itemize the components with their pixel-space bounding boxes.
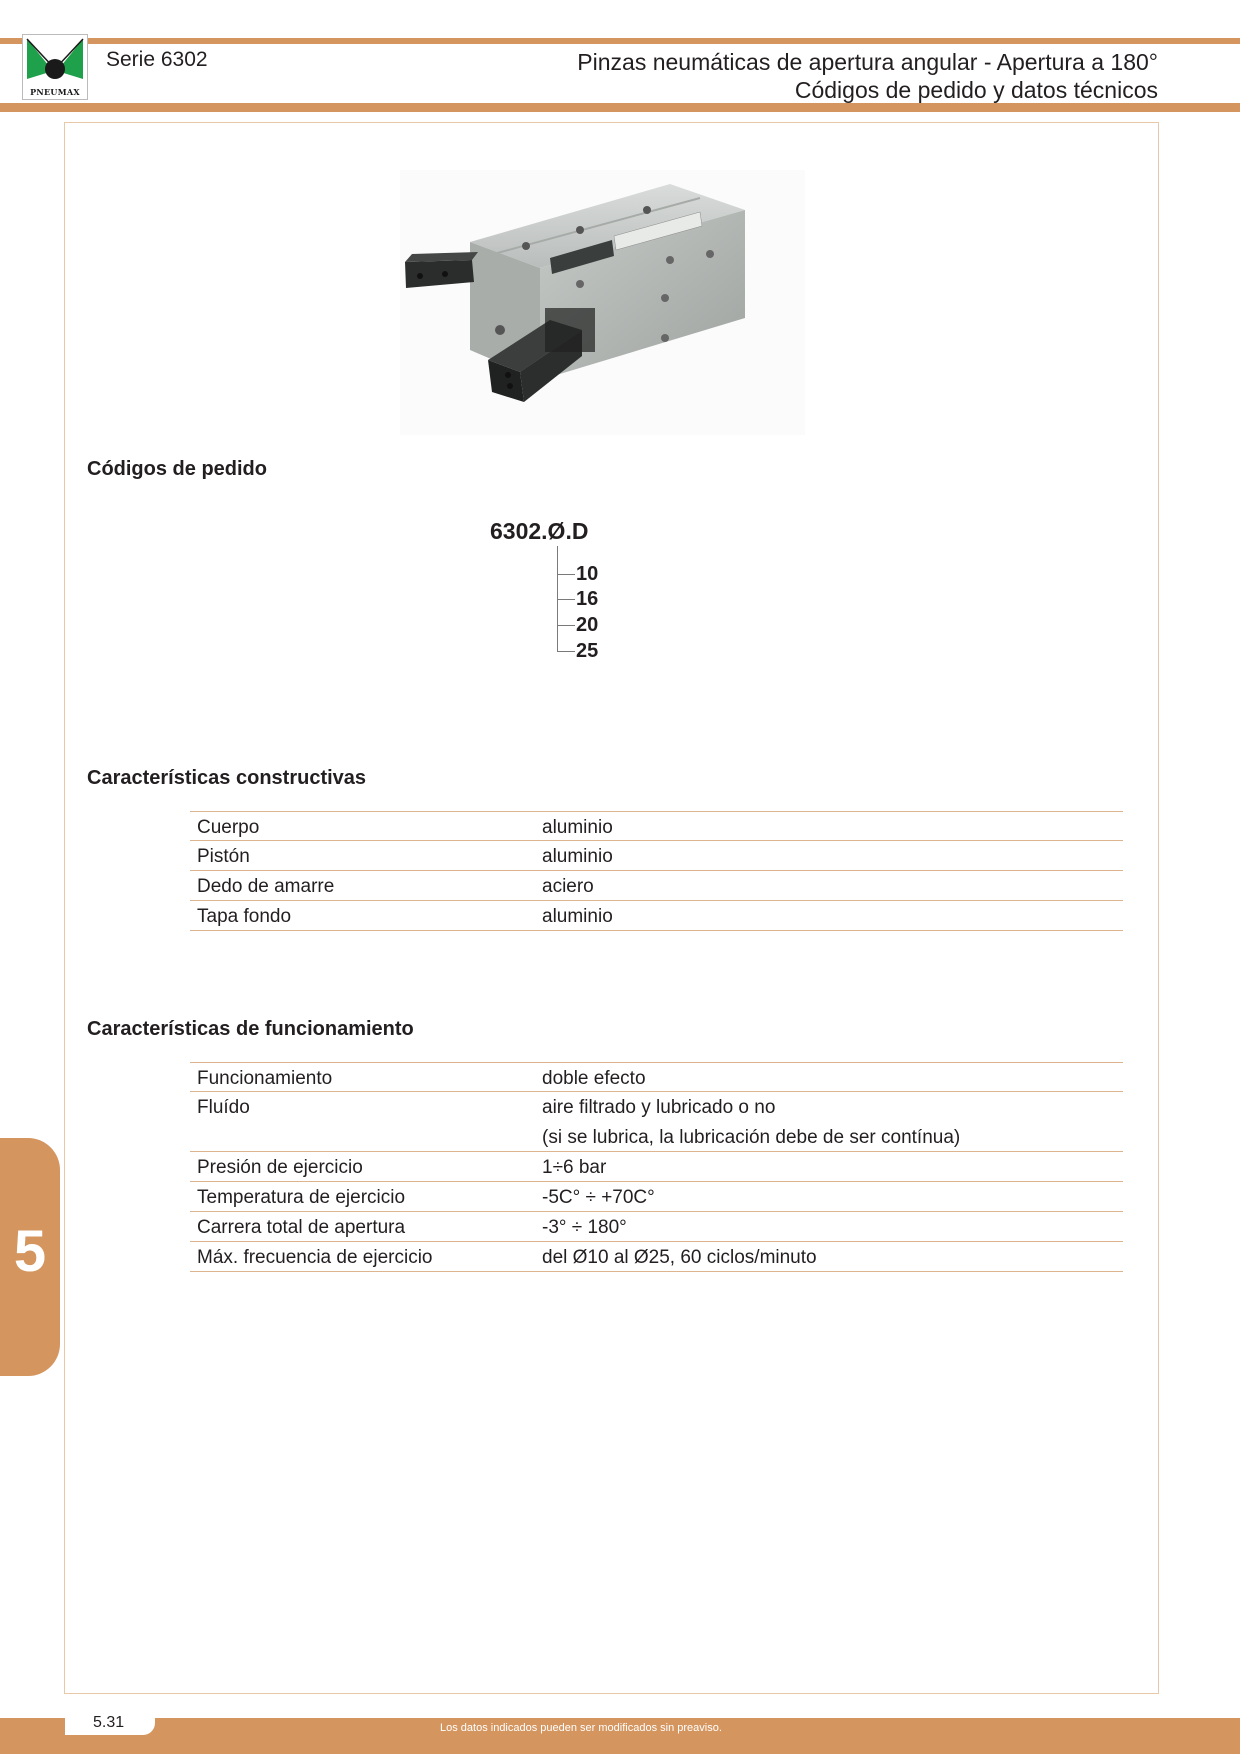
table-row [190,1152,1123,1182]
order-code: 6302.Ø.D [490,518,589,544]
spec-value: del Ø10 al Ø25, 60 ciclos/minuto [542,1247,817,1268]
page-title-line-1: Pinzas neumáticas de apertura angular - Apertura a 180° [577,49,1158,75]
table-row [190,871,1123,901]
code-option-tick [557,599,575,600]
spec-key: Cuerpo [197,817,260,838]
spec-value: -3° ÷ 180° [542,1217,627,1238]
page-title-line-2: Códigos de pedido y datos técnicos [794,77,1158,103]
table-row [190,1062,1123,1092]
spec-value: aluminio [542,906,613,927]
code-option-label: 10 [576,563,599,585]
table-row [190,901,1123,931]
page-number: 5.31 [93,1714,125,1731]
angular-gripper-image [400,170,805,435]
construction-table [190,811,1123,931]
logo-wordmark: PNEUMAX [30,87,80,97]
chapter-number: 5 [13,1219,47,1284]
code-option-label: 20 [576,614,599,636]
spec-value: doble efecto [542,1068,646,1089]
header-rule-bottom [0,103,1240,112]
table-row [190,1212,1123,1242]
spec-key: Máx. frecuencia de ejercicio [197,1247,433,1268]
operation-title: Características de funcionamiento [87,1018,414,1040]
header-rule-top [0,38,1240,44]
table-row [190,1242,1123,1272]
spec-key: Carrera total de apertura [197,1217,406,1238]
table-row [190,1182,1123,1212]
spec-value: -5C° ÷ +70C° [542,1187,655,1208]
pneumax-logo-icon [22,34,88,100]
construction-title: Características constructivas [87,767,367,789]
spec-value: aluminio [542,817,613,838]
footer-disclaimer: Los datos indicados pueden ser modificados sin preaviso. [440,1722,722,1734]
spec-value: aire filtrado y lubricado o no [542,1097,776,1118]
spec-key: Fluído [197,1097,250,1118]
ordering-codes-title: Códigos de pedido [87,458,267,480]
operation-table [190,1062,1123,1272]
chapter-tab [0,1138,60,1376]
spec-key: Tapa fondo [197,906,292,927]
spec-key: Funcionamiento [197,1068,333,1089]
code-option-tick [557,574,575,575]
table-row [190,811,1123,841]
spec-value-note: (si se lubrica, la lubricación debe de ser contínua) [542,1127,961,1148]
spec-value: aluminio [542,846,613,867]
table-row [190,841,1123,871]
code-option-tick [557,625,575,626]
spec-value: 1÷6 bar [542,1157,607,1178]
series-label: Serie 6302 [106,48,208,71]
code-option-tick [557,651,575,652]
spec-key: Presión de ejercicio [197,1157,363,1178]
table-row [190,1092,1123,1152]
spec-value: aciero [542,876,594,897]
spec-key: Temperatura de ejercicio [197,1187,406,1208]
page-title [577,48,1158,104]
code-option-label: 16 [576,588,599,610]
spec-key: Dedo de amarre [197,876,335,897]
spec-key: Pistón [197,846,250,867]
code-option-label: 25 [576,640,599,662]
